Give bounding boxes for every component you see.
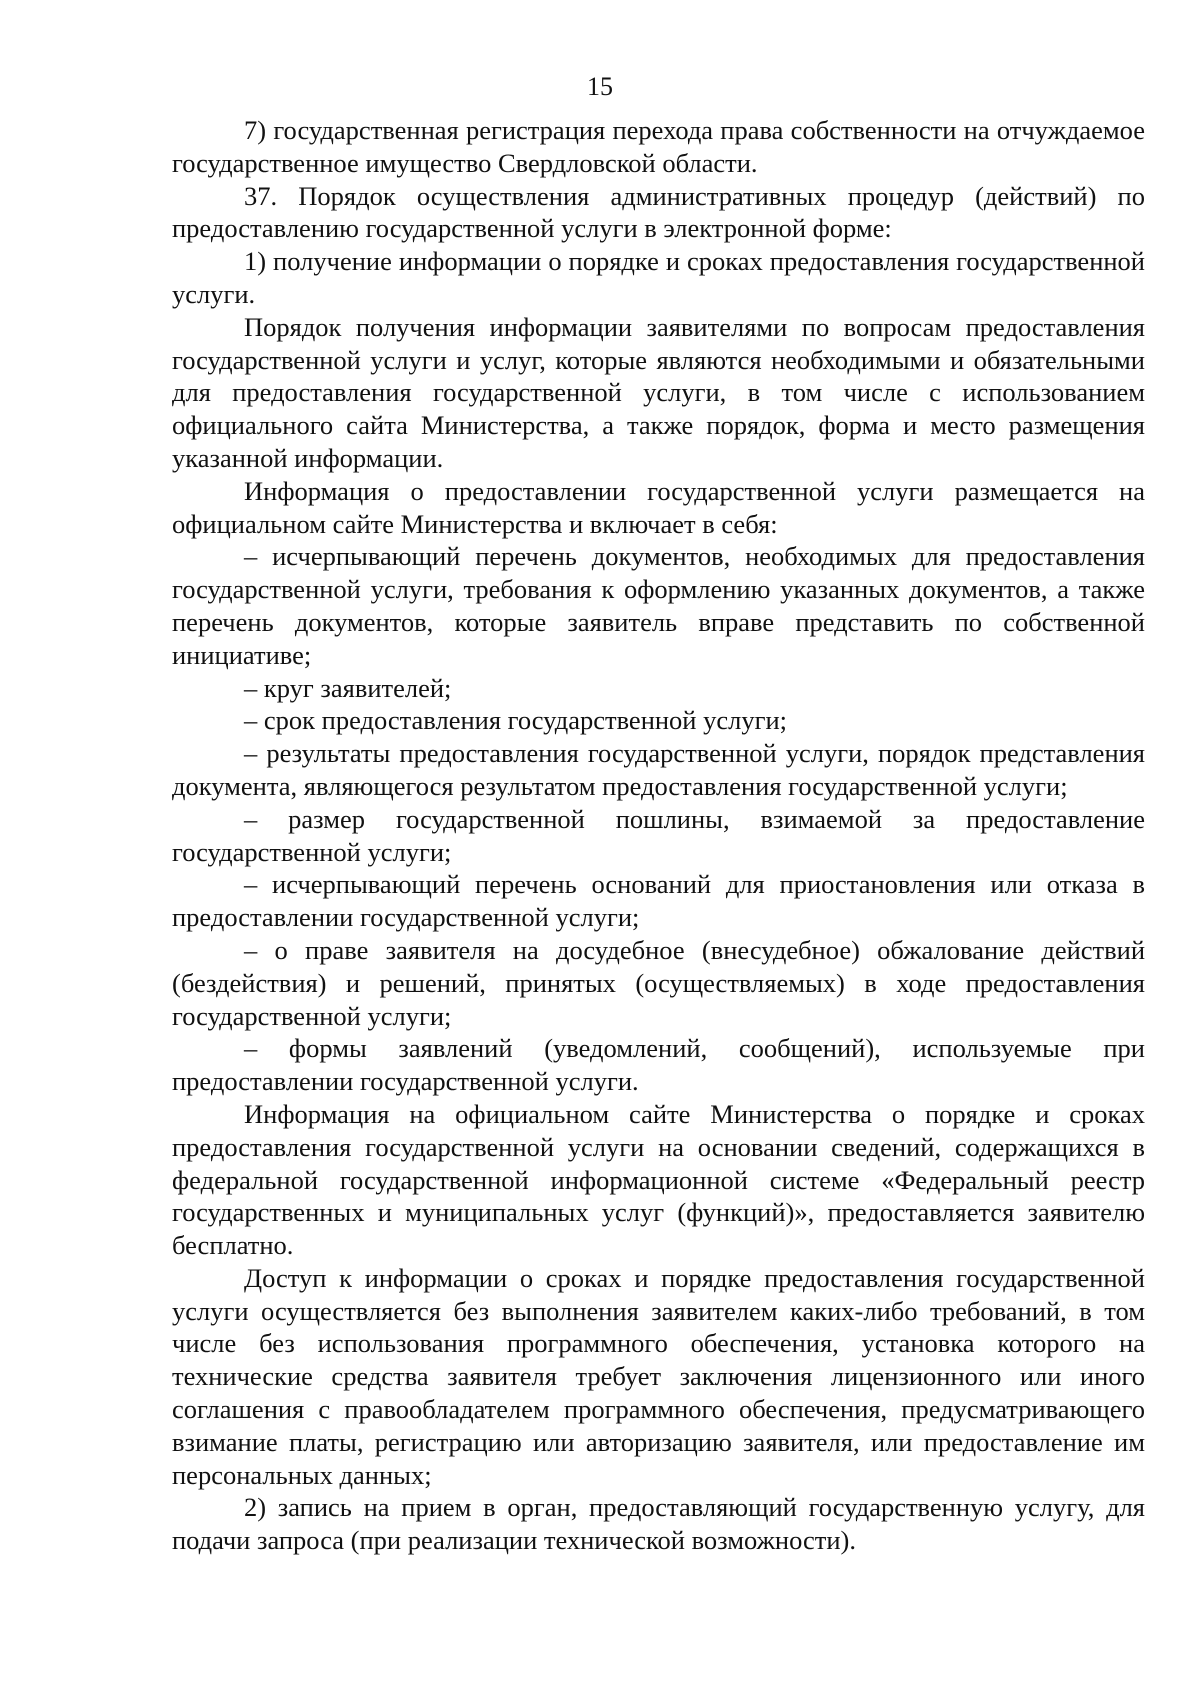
paragraph-item-1: 1) получение информации о порядке и сроках предоставления государственной услуги. <box>172 246 1145 309</box>
list-item-refusal-grounds: – исчерпывающий перечень оснований для приостановления или отказа в предоставлении государственной услуги; <box>172 869 1145 933</box>
list-item-appeal-right: – о праве заявителя на досудебное (внесудебное) обжалование действий (бездействия) и решений, принятых (осуществляемых) в ходе предоставления государственной услуги; <box>172 934 1145 1031</box>
paragraph-item-7: 7) государственная регистрация перехода права собственности на отчуждаемое государственное имущество Свердловской области. <box>172 115 1145 178</box>
paragraph-information-access: Доступ к информации о сроках и порядке предоставления государственной услуги осуществляется без выполнения заявителем каких-либо требований, в том числе без использования программного обеспечения, установка которого на технические средства заявителя требует заключения лицензионного или иного соглашения с правообладателем программного обеспечения, предусматривающего взимание платы, регистрацию или авторизацию заявителя, или предоставление им персональных данных; <box>172 1262 1145 1490</box>
list-item-documents: – исчерпывающий перечень документов, необходимых для предоставления государственной услуги, требования к оформлению указанных документов, а также перечень документов, которые заявитель вправе представить по собственной инициативе; <box>172 541 1145 670</box>
paragraph-item-2: 2) запись на прием в орган, предоставляющий государственную услугу, для подачи запроса (при реализации технической возможности). <box>172 1492 1145 1556</box>
page-number: 15 <box>587 72 613 101</box>
list-item-forms: – формы заявлений (уведомлений, сообщений), используемые при предоставлении государственной услуги. <box>172 1033 1145 1097</box>
paragraph-section-37: 37. Порядок осуществления административных процедур (действий) по предоставлению государственной услуги в электронной форме: <box>172 180 1145 244</box>
document-body <box>172 114 1145 1557</box>
list-item-applicants: – круг заявителей; <box>244 672 452 703</box>
list-item-results: – результаты предоставления государственной услуги, порядок представления документа, являющегося результатом предоставления государственной услуги; <box>172 738 1145 801</box>
list-item-term: – срок предоставления государственной услуги; <box>244 705 788 736</box>
list-item-state-fee: – размер государственной пошлины, взимаемой за предоставление государственной услуги; <box>172 803 1145 867</box>
paragraph-information-procedure: Порядок получения информации заявителями по вопросам предоставления государственной услуги и услуг, которые являются необходимыми и обязательными для предоставления государственной услуги, в том числе с использованием официального сайта Министерства, а также порядок, форма и место размещения указанной информации. <box>172 311 1145 473</box>
paragraph-free-information: Информация на официальном сайте Министерства о порядке и сроках предоставления государственной услуги на основании сведений, содержащихся в федеральной государственной информационной системе «Федеральный реестр государственных и муниципальных услуг (функций)», предоставляется заявителю бесплатно. <box>172 1098 1145 1261</box>
paragraph-information-contents: Информация о предоставлении государственной услуги размещается на официальном сайте Министерства и включает в себя: <box>172 475 1145 539</box>
